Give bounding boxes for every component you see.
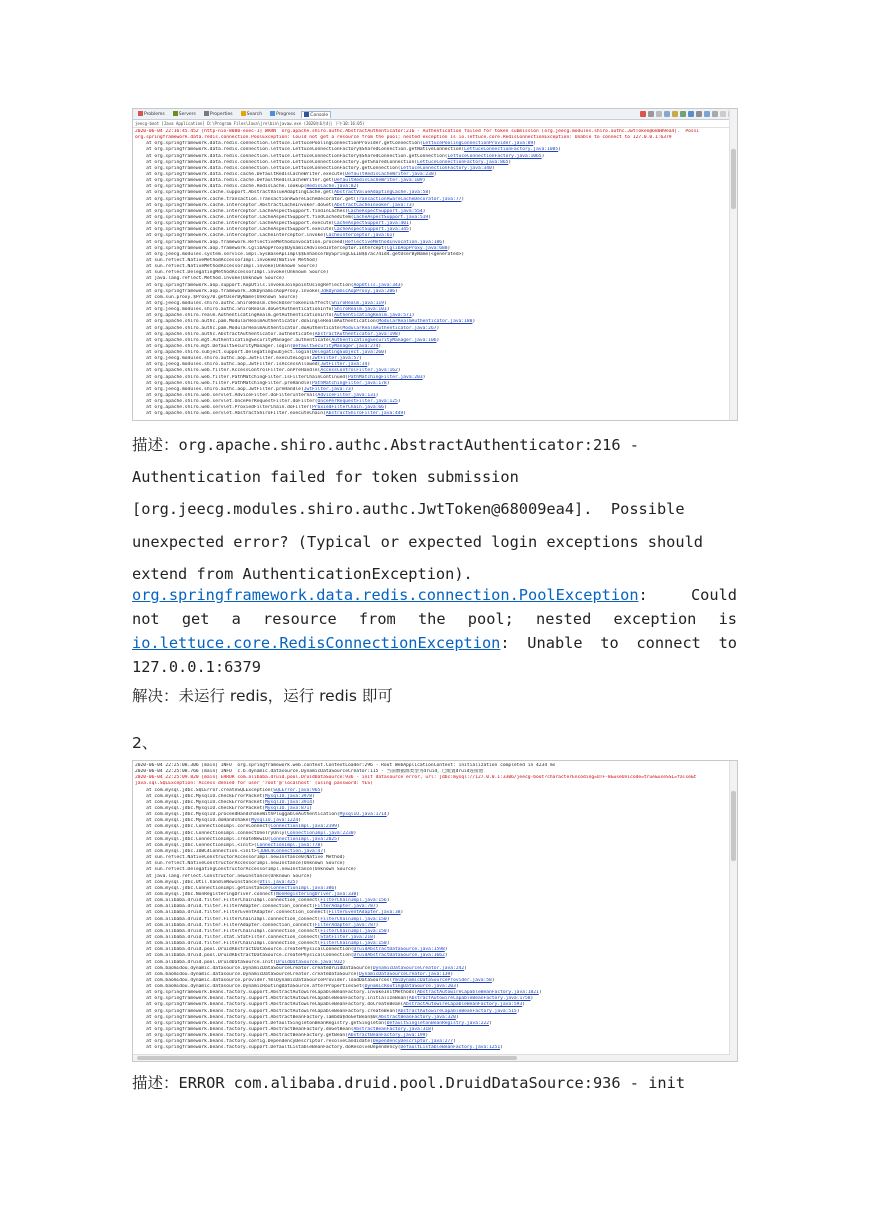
source-link[interactable]: DruidAbstractDataSource.java:1662 bbox=[353, 953, 445, 959]
source-link[interactable]: DefaultRedisCacheWriter.java:109 bbox=[334, 178, 423, 184]
console-line: at org.apache.shiro.web.filter.PathMatchingFilter.preHandle(PathMatchingFilter.java:178) bbox=[135, 380, 390, 386]
console-screenshot-druid bbox=[132, 760, 738, 1062]
console-line: at com.alibaba.druid.filter.FilterChainImpl.connection_connect(FilterChainImpl.java:156) bbox=[135, 898, 390, 904]
console-line: at org.springframework.data.redis.cache.RedisCache.lookup(RedisCache.java:82) bbox=[135, 184, 360, 190]
remove-launch-icon[interactable] bbox=[648, 111, 654, 117]
source-link[interactable]: LettuceConnectionFactory.java:1065 bbox=[447, 153, 542, 159]
clear-console-icon[interactable] bbox=[664, 111, 670, 117]
console-line: at org.springframework.data.redis.cache.DefaultRedisCacheWriter.get(DefaultRedisCacheWriter.java:109) bbox=[135, 178, 426, 184]
console-line: at com.mysql.jdbc.ConnectionImpl.<init>(ConnectionImpl.java:778) bbox=[135, 842, 324, 848]
source-link[interactable]: ConnectionImpl.java:2025 bbox=[270, 836, 337, 842]
source-link[interactable]: AbstractBeanFactory.java:318 bbox=[353, 1027, 431, 1033]
console-line: at com.mysql.jdbc.ConnectionImpl.getInstance(ConnectionImpl.java:386) bbox=[135, 885, 337, 891]
console-line: at org.apache.shiro.web.servlet.OncePerRequestFilter.doFilter(OncePerRequestFilter.java:125) bbox=[135, 399, 401, 405]
source-link[interactable]: ReflectiveMethodInvocation.java:186 bbox=[345, 239, 443, 245]
source-link[interactable]: AbstractAutowireCapableBeanFactory.java:593 bbox=[403, 1002, 523, 1008]
source-link[interactable]: AbstractValueAdaptingCache.java:58 bbox=[334, 190, 429, 196]
source-link[interactable]: LettucePoolingConnectionProvider.java:89 bbox=[422, 141, 534, 147]
console-line: at org.jeecg.modules.shiro.authc.aop.JwtFilter.executeLogin(JwtFilter.java:57) bbox=[135, 356, 362, 362]
source-link[interactable]: ConnectionImpl.java:2230 bbox=[287, 830, 354, 836]
source-link[interactable]: DefaultRedisCacheWriter.java:238 bbox=[345, 171, 434, 177]
source-link[interactable]: DefaultSecurityManager.java:274 bbox=[292, 343, 379, 349]
source-link[interactable]: PathMatchingFilter.java:203 bbox=[347, 374, 423, 380]
pin-console-icon[interactable] bbox=[688, 111, 694, 117]
description-label: 描述： bbox=[132, 1074, 179, 1092]
console-line: at org.apache.shiro.web.servlet.AdviceFilter.doFilterInternal(AdviceFilter.java:131) bbox=[135, 393, 379, 399]
description-line: [org.jeecg.modules.shiro.authc.JwtToken@68009ea4]. Possible bbox=[132, 500, 685, 519]
open-console-icon[interactable] bbox=[704, 111, 710, 117]
source-link[interactable]: LettuceConnectionFactory.java:340 bbox=[400, 165, 492, 171]
console-line: at com.baomidou.dynamic.datasource.DynamicRoutingDataSource.afterPropertiesSet(DynamicRoutingDataSource.java:203) bbox=[135, 984, 459, 990]
source-link[interactable]: AbstractBeanFactory.java:320 bbox=[378, 1014, 456, 1020]
source-link[interactable]: StatFilter.java:218 bbox=[320, 934, 373, 940]
source-link[interactable]: JDBC4Connection.java:47 bbox=[259, 848, 324, 854]
tab-search[interactable]: Search bbox=[239, 111, 264, 117]
console-toolbar bbox=[640, 111, 737, 117]
console-line: at org.springframework.beans.factory.support.AbstractAutowireCapableBeanFactory.invokeInitMethods(AbstractAutowireCapableBeanFactory.java:1821) bbox=[135, 990, 542, 996]
console-line: at org.jeecg.modules.shiro.authc.ShiroRealm.doGetAuthenticationInfo(ShiroRealm.java:101) bbox=[135, 307, 390, 313]
search-icon bbox=[241, 111, 246, 116]
console-line: at sun.reflect.NativeConstructorAccessorImpl.newInstance0(Native Method) bbox=[135, 855, 346, 861]
horizontal-scrollbar[interactable] bbox=[133, 1054, 730, 1061]
source-link[interactable]: CacheAspectSupport.java:345 bbox=[334, 227, 409, 233]
description-line: unexpected error? (Typical or expected login exceptions should bbox=[132, 532, 703, 551]
source-link[interactable]: JdkDynamicAopProxy.java:206 bbox=[320, 288, 395, 294]
source-link[interactable]: AbstractAuthenticator.java:198 bbox=[314, 331, 398, 337]
source-link[interactable]: ModularRealmAuthenticator.java:267 bbox=[342, 325, 437, 331]
source-link[interactable]: AbstractShiroFilter.java:449 bbox=[325, 411, 404, 417]
console-line: at org.springframework.cache.transaction.TransactionAwareCacheDecorator.get(TransactionAwareCacheDecorator.java:77) bbox=[135, 196, 465, 202]
console-line: at org.apache.shiro.realm.AuthenticatingRealm.getAuthenticationInfo(AuthenticatingRealm.java:571) bbox=[135, 313, 415, 319]
console-output bbox=[133, 761, 737, 1052]
console-line: at org.springframework.beans.factory.support.DefaultSingletonBeanRegistry.getSingleton(DefaultSingletonBeanRegistry.java:222) bbox=[135, 1020, 492, 1026]
console-line: at org.springframework.cache.interceptor.CacheAspectSupport.findCachedItem(CacheAspectSupport.java:519) bbox=[135, 214, 431, 220]
console-line: at org.springframework.beans.factory.support.AbstractAutowireCapableBeanFactory.initializeBean(AbstractAutowireCapableBeanFactory.java:1758) bbox=[135, 996, 534, 1002]
description-1 bbox=[132, 429, 737, 590]
source-link[interactable]: DynamicRoutingDataSource.java:203 bbox=[364, 984, 456, 990]
console-line: at org.apache.shiro.web.filter.AccessControlFilter.onPreHandle(AccessControlFilter.java:162) bbox=[135, 368, 401, 374]
console-line: at com.mysql.jdbc.MysqlIO.checkErrorPacket(MysqlIO.java:3914) bbox=[135, 799, 315, 805]
console-line: at org.springframework.beans.factory.support.AbstractAutowireCapableBeanFactory.doCreateBean(AbstractAutowireCapableBeanFactory.java:593) bbox=[135, 1002, 525, 1008]
source-link[interactable]: DefaultListableBeanFactory.java:1251 bbox=[400, 1045, 501, 1051]
console-line: at org.springframework.data.redis.cache.DefaultRedisCacheWriter.execute(DefaultRedisCacheWriter.java:238) bbox=[135, 171, 437, 177]
console-line: at org.apache.shiro.mgt.AuthenticatingSecurityManager.authenticate(AuthenticatingSecurityManager.java:106) bbox=[135, 337, 440, 343]
source-link[interactable]: MysqlIO.java:3978 bbox=[265, 793, 313, 799]
console-line: at org.springframework.data.redis.connection.lettuce.LettucePoolingConnectionProvider.getConnection(LettucePoolingConnectionProvider.java:89) bbox=[135, 141, 537, 147]
source-link[interactable]: DynamicDataSourceCreator.java:139 bbox=[359, 971, 451, 977]
source-link[interactable]: ConnectionImpl.java:386 bbox=[270, 885, 335, 891]
console-line: at com.mysql.jdbc.ConnectionImpl.createNewIO(ConnectionImpl.java:2025) bbox=[135, 836, 340, 842]
tab-servers[interactable]: Servers bbox=[171, 111, 198, 117]
console-line: at com.mysql.jdbc.SQLError.createSQLException(SQLError.java:965) bbox=[135, 787, 324, 793]
console-line: at org.springframework.aop.framework.CglibAopProxy$DynamicAdvisedInterceptor.intercept(CglibAopProxy.java:688) bbox=[135, 245, 451, 251]
section-number: 2、 bbox=[132, 734, 158, 752]
tab-progress[interactable]: Progress bbox=[268, 111, 297, 117]
source-link[interactable]: AccessControlFilter.java:162 bbox=[320, 368, 398, 374]
tab-problems[interactable]: Problems bbox=[136, 111, 167, 117]
pool-exception-link[interactable]: org.springframework.data.redis.connection.PoolException bbox=[132, 586, 639, 604]
console-line: at java.lang.reflect.Constructor.newInstance(Unknown Source) bbox=[135, 873, 313, 879]
source-link[interactable]: ModularRealmAuthenticator.java:180 bbox=[378, 319, 473, 325]
console-line: at org.springframework.aop.support.AopUtils.invokeJoinpointUsingReflection(AopUtils.java:343) bbox=[135, 282, 404, 288]
source-link[interactable]: ProxiedFilterChain.java:66 bbox=[312, 405, 384, 411]
exception-message bbox=[132, 583, 737, 679]
source-link[interactable]: YmlDynamicDataSourceProvider.java:58 bbox=[392, 977, 492, 983]
source-link[interactable]: AbstractAutowireCapableBeanFactory.java:1821 bbox=[417, 990, 539, 996]
source-link[interactable]: AbstractBeanFactory.java:199 bbox=[347, 1033, 426, 1039]
display-console-icon[interactable] bbox=[696, 111, 702, 117]
source-link[interactable]: TransactionAwareCacheDecorator.java:77 bbox=[356, 196, 462, 202]
description-text: ERROR com.alibaba.druid.pool.DruidDataSource:936 - init bbox=[178, 1074, 686, 1092]
console-line: at com.mysql.jdbc.MysqlIO.checkErrorPacket(MysqlIO.java:3978) bbox=[135, 793, 315, 799]
source-link[interactable]: SQLError.java:965 bbox=[273, 787, 321, 793]
source-link[interactable]: AuthenticatingRealm.java:571 bbox=[334, 313, 412, 319]
properties-icon bbox=[204, 111, 209, 116]
source-link[interactable]: FilterChainImpl.java:150 bbox=[320, 928, 387, 934]
console-line: at org.springframework.beans.factory.config.DependencyDescriptor.resolveCandidate(DependencyDescriptor.java:277) bbox=[135, 1039, 456, 1045]
source-link[interactable]: CacheAspectSupport.java:519 bbox=[353, 214, 429, 220]
source-link[interactable]: LettuceConnectionFactory.java:1085 bbox=[464, 147, 559, 153]
source-link[interactable]: FilterAdapter.java:787 bbox=[314, 904, 376, 910]
console-line: at org.jeecg.modules.shiro.authc.aop.JwtFilter.isAccessAllowed(JwtFilter.java:34) bbox=[135, 362, 371, 368]
console-line: at org.jeecg.modules.shiro.authc.aop.JwtFilter.preHandle(JwtFilter.java:73) bbox=[135, 386, 354, 392]
source-link[interactable]: RedisCache.java:82 bbox=[306, 184, 357, 190]
console-line: at sun.reflect.DelegatingConstructorAccessorImpl.newInstance(Unknown Source) bbox=[135, 867, 357, 873]
console-line: at com.mysql.jdbc.Util.handleNewInstance(Util.java:425) bbox=[135, 879, 299, 885]
console-line: java.sql.SQLException: Access denied for user 'root'@'localhost' (using password: YES) bbox=[135, 781, 373, 787]
console-line: at org.apache.shiro.web.servlet.ProxiedFilterChain.doFilter(ProxiedFilterChain.java:66) bbox=[135, 405, 387, 411]
remove-all-icon[interactable] bbox=[656, 111, 662, 117]
scrollbar-thumb[interactable] bbox=[731, 149, 736, 209]
source-link[interactable]: FilterChainImpl.java:156 bbox=[320, 898, 387, 904]
console-output bbox=[133, 128, 737, 418]
console-line: at org.springframework.data.redis.connection.lettuce.LettuceConnectionFactory$SharedConnection.getNativeConnection(LettuceConnectionFactory.java:1085) bbox=[135, 147, 561, 153]
console-line: at com.alibaba.druid.pool.DruidDataSource.init(DruidDataSource.java:932) bbox=[135, 959, 346, 965]
terminate-icon[interactable] bbox=[640, 111, 646, 117]
source-link[interactable]: LettuceConnectionFactory.java:865 bbox=[417, 159, 509, 165]
console-line: at org.apache.shiro.web.servlet.AbstractShiroFilter.executeChain(AbstractShiroFilter.java:449) bbox=[135, 411, 407, 417]
description-text: org.apache.shiro.authc.AbstractAuthenticator:216 - bbox=[178, 436, 639, 454]
console-line: at org.jeecg.modules.system.service.impl.SysBaseApiImpl$$EnhancerBySpringCGLIB$$7ac741d4.getUserByName(<generated>) bbox=[135, 251, 465, 257]
scrollbar-thumb[interactable] bbox=[137, 1056, 517, 1060]
console-line: at org.apache.shiro.subject.support.DelegatingSubject.login(DelegatingSubject.java:260) bbox=[135, 350, 387, 356]
console-line: at com.baomidou.dynamic.datasource.DynamicDataSourceCreator.createDruidDataSource(DynamicDataSourceCreator.java:242) bbox=[135, 965, 467, 971]
console-line: at com.mysql.jdbc.MysqlIO.checkErrorPacket(MysqlIO.java:871) bbox=[135, 805, 313, 811]
console-icon bbox=[304, 112, 309, 117]
console-line: at com.alibaba.druid.filter.FilterEventAdapter.connection_connect(FilterEventAdapter.java:38) bbox=[135, 910, 404, 916]
console-line: at org.springframework.data.redis.connection.lettuce.LettuceConnectionFactory.getConnection(LettuceConnectionFactory.java:340) bbox=[135, 165, 495, 171]
source-link[interactable]: ConnectionImpl.java:778 bbox=[256, 842, 321, 848]
console-line: at com.sun.proxy.$Proxy70.getUserByName(Unknown Source) bbox=[135, 294, 299, 300]
minimize-icon[interactable] bbox=[720, 111, 726, 117]
console-line: 2020-06-04 22:16:45.452 [http-nio-8080-exec-1] WARN org.apache.shiro.authc.AbstractAuthenticator:216 - Authentication failed for token submission [org.jeecg.modules.shiro.authc.JwtToken@68009ea4]. Possi bbox=[135, 129, 700, 134]
console-line: 2020-06-04 22:25:08.306 [main] INFO org.springframework.web.context.ContextLoader:296 - Root WebApplicationContext: initialization completed in 4234 ms bbox=[135, 763, 556, 768]
console-line: at sun.reflect.DelegatingMethodAccessorImpl.invoke(Unknown Source) bbox=[135, 270, 329, 276]
console-line: at com.alibaba.druid.filter.FilterChainImpl.connection_connect(FilterChainImpl.java:150) bbox=[135, 916, 390, 922]
console-line: at sun.reflect.NativeConstructorAccessorImpl.newInstance(Unknown Source) bbox=[135, 861, 346, 867]
scroll-lock-icon[interactable] bbox=[672, 111, 678, 117]
console-line: 2020-06-04 22:25:09.820 [main] ERROR com.alibaba.druid.pool.DruidDataSource:936 - init datasource error, url: jdbc:mysql://127.0.0.1:3306/jeecg-boot?characterEncoding=UTF-8&useUnicode=true&useSSL=false&t bbox=[135, 775, 697, 781]
launch-path: jeecg-boot [Java Application] D:\Program Files\Java\jre\bin\javaw.exe (2020年6月4日 下午10:16:05) bbox=[133, 120, 737, 128]
console-line: at com.alibaba.druid.filter.FilterAdapter.connection_connect(FilterAdapter.java:787) bbox=[135, 922, 379, 928]
description-line bbox=[132, 429, 737, 461]
source-link[interactable]: AuthenticatingSecurityManager.java:106 bbox=[331, 337, 437, 343]
source-link[interactable]: JwtFilter.java:73 bbox=[303, 386, 351, 392]
console-line: at com.mysql.jdbc.MysqlIO.doHandshake(MysqlIO.java:1224) bbox=[135, 818, 301, 824]
source-link[interactable]: CacheAspectSupport.java:401 bbox=[334, 221, 409, 227]
tab-properties[interactable]: Properties bbox=[202, 111, 235, 117]
source-link[interactable]: ConnectionImpl.java:2199 bbox=[270, 824, 337, 830]
view-menu-icon[interactable] bbox=[712, 111, 718, 117]
console-line: at com.alibaba.druid.filter.stat.StatFilter.connection_connect(StatFilter.java:218) bbox=[135, 934, 376, 940]
vertical-scrollbar[interactable] bbox=[729, 761, 737, 1061]
console-line: at org.springframework.beans.factory.support.AbstractAutowireCapableBeanFactory.createBean(AbstractAutowireCapableBeanFactory.java:515) bbox=[135, 1008, 520, 1014]
console-line: at org.springframework.data.redis.connection.lettuce.LettuceConnectionFactory$SharedConnection.getConnection(LettuceConnectionFactory.java:1065) bbox=[135, 153, 545, 159]
description-line: extend from AuthenticationException). bbox=[132, 564, 473, 583]
console-tab-bar bbox=[133, 109, 737, 120]
console-screenshot-redis bbox=[132, 108, 738, 421]
console-line: at com.baomidou.dynamic.datasource.provider.YmlDynamicDataSourceProvider.loadDataSources(YmlDynamicDataSourceProvider.java:58) bbox=[135, 977, 495, 983]
source-link[interactable]: AdviceFilter.java:131 bbox=[317, 393, 376, 399]
console-line: at com.mysql.jdbc.NonRegisteringDriver.connect(NonRegisteringDriver.java:330) bbox=[135, 891, 360, 897]
vertical-scrollbar[interactable] bbox=[729, 109, 737, 420]
console-line: at org.springframework.beans.factory.support.DefaultListableBeanFactory.doResolveDependency(DefaultListableBeanFactory.java:1251) bbox=[135, 1045, 503, 1051]
word-wrap-icon[interactable] bbox=[680, 111, 686, 117]
description-line: Authentication failed for token submission bbox=[132, 468, 519, 487]
console-line: at com.alibaba.druid.filter.FilterAdapter.connection_connect(FilterAdapter.java:787) bbox=[135, 904, 379, 910]
console-line: at org.springframework.cache.interceptor.CacheAspectSupport.execute(CacheAspectSupport.java:401) bbox=[135, 221, 412, 227]
console-line: at com.baomidou.dynamic.datasource.DynamicDataSourceCreator.createDataSource(DynamicDataSourceCreator.java:139) bbox=[135, 971, 454, 977]
exception-text-1: : Could not get a resource from the pool; nested exception is bbox=[132, 586, 737, 628]
source-link[interactable]: CacheInterceptor.java:61 bbox=[325, 233, 393, 239]
console-line: at org.springframework.aop.framework.JdkDynamicAopProxy.invoke(JdkDynamicAopProxy.java:206) bbox=[135, 288, 398, 294]
source-link[interactable]: DruidDataSource.java:932 bbox=[276, 959, 343, 965]
progress-icon bbox=[270, 111, 275, 116]
console-line: at org.apache.shiro.authc.AbstractAuthenticator.authenticate(AbstractAuthenticator.java:198) bbox=[135, 331, 401, 337]
source-link[interactable]: FilterChainImpl.java:150 bbox=[320, 916, 387, 922]
source-link[interactable]: ShiroRealm.java:101 bbox=[334, 307, 387, 313]
source-link[interactable]: DependencyDescriptor.java:277 bbox=[372, 1039, 454, 1045]
source-link[interactable]: JwtFilter.java:34 bbox=[320, 362, 368, 368]
source-link[interactable]: ShiroRealm.java:119 bbox=[331, 300, 384, 306]
source-link[interactable]: NonRegisteringDriver.java:330 bbox=[276, 891, 357, 897]
console-line: at org.springframework.cache.interceptor.CacheInterceptor.invoke(CacheInterceptor.java:61) bbox=[135, 233, 396, 239]
source-link[interactable]: JwtFilter.java:57 bbox=[312, 356, 360, 362]
source-link[interactable]: PathMatchingFilter.java:178 bbox=[312, 380, 387, 386]
source-link[interactable]: AbstractAutowireCapableBeanFactory.java:515 bbox=[397, 1008, 517, 1014]
source-link[interactable]: CglibAopProxy.java:688 bbox=[386, 245, 448, 251]
console-line: at org.springframework.beans.factory.support.AbstractBeanFactory.doGetBean(AbstractBeanFactory.java:318) bbox=[135, 1027, 434, 1033]
console-line: at java.lang.reflect.Method.invoke(Unknown Source) bbox=[135, 276, 285, 282]
tab-console[interactable]: Console bbox=[301, 111, 331, 118]
source-link[interactable]: AbstractAutowireCapableBeanFactory.java:1758 bbox=[408, 996, 531, 1002]
console-line: at org.springframework.data.redis.connection.lettuce.LettuceConnectionFactory.getSharedConnection(LettuceConnectionFactory.java:865) bbox=[135, 159, 512, 165]
source-link[interactable]: AbstractCacheInvoker.java:73 bbox=[334, 202, 412, 208]
console-line: at com.alibaba.druid.pool.DruidAbstractDataSource.createPhysicalConnection(DruidAbstractDataSource.java:1598) bbox=[135, 947, 448, 953]
console-line: at org.springframework.aop.framework.ReflectiveMethodInvocation.proceed(ReflectiveMethodInvocation.java:186) bbox=[135, 239, 445, 245]
source-link[interactable]: DynamicDataSourceCreator.java:242 bbox=[372, 965, 465, 971]
source-link[interactable]: MysqlIO.java:871 bbox=[265, 805, 310, 811]
console-line: at com.mysql.jdbc.ConnectionImpl.connectOneTryOnly(ConnectionImpl.java:2230) bbox=[135, 830, 357, 836]
source-link[interactable]: CacheAspectSupport.java:554 bbox=[347, 208, 423, 214]
console-line: at org.apache.shiro.web.filter.PathMatchingFilter.isFilterChainContinued(PathMatchingFilter.java:203) bbox=[135, 374, 426, 380]
console-line: at org.springframework.cache.support.AbstractValueAdaptingCache.get(AbstractValueAdaptingCache.java:58) bbox=[135, 190, 431, 196]
solution-text: 解决：未运行 redis，运行 redis 即可 bbox=[132, 687, 393, 705]
console-line: at org.springframework.cache.interceptor.CacheAspectSupport.findInCaches(CacheAspectSupport.java:554) bbox=[135, 208, 426, 214]
console-line: at com.mysql.jdbc.ConnectionImpl.coreConnect(ConnectionImpl.java:2199) bbox=[135, 824, 340, 830]
console-line: at org.jeecg.modules.shiro.authc.ShiroRealm.checkUserTokenIsEffect(ShiroRealm.java:119) bbox=[135, 300, 387, 306]
console-line: at org.apache.shiro.authc.pam.ModularRealmAuthenticator.doSingleRealmAuthentication(ModularRealmAuthenticator.java:180) bbox=[135, 319, 476, 325]
console-line: at sun.reflect.NativeMethodAccessorImpl.invoke0(Native Method) bbox=[135, 257, 318, 263]
servers-icon bbox=[173, 111, 178, 116]
console-line: at org.springframework.beans.factory.support.AbstractBeanFactory.getBean(AbstractBeanFactory.java:199) bbox=[135, 1033, 429, 1039]
source-link[interactable]: AopUtils.java:343 bbox=[353, 282, 401, 288]
source-link[interactable]: FilterAdapter.java:787 bbox=[314, 922, 376, 928]
console-line: at org.springframework.beans.factory.support.AbstractBeanFactory.lambda$doGetBean$0(AbstractBeanFactory.java:320) bbox=[135, 1014, 459, 1020]
source-link[interactable]: FilterEventAdapter.java:38 bbox=[328, 910, 401, 916]
console-line: at com.alibaba.druid.pool.DruidAbstractDataSource.createPhysicalConnection(DruidAbstractDataSource.java:1662) bbox=[135, 953, 448, 959]
source-link[interactable]: MysqlIO.java:1714 bbox=[339, 812, 387, 818]
description-label: 描述： bbox=[132, 436, 179, 454]
console-line: at sun.reflect.NativeMethodAccessorImpl.invoke(Unknown Source) bbox=[135, 264, 318, 270]
console-line: at org.springframework.cache.interceptor.CacheAspectSupport.execute(CacheAspectSupport.java:345) bbox=[135, 227, 412, 233]
source-link[interactable]: FilterChainImpl.java:150 bbox=[320, 941, 387, 947]
console-line: at com.mysql.jdbc.JDBC4Connection.<init>(JDBC4Connection.java:47) bbox=[135, 848, 326, 854]
console-line: at com.alibaba.druid.filter.FilterChainImpl.connection_connect(FilterChainImpl.java:150) bbox=[135, 941, 390, 947]
description-2 bbox=[132, 1071, 737, 1095]
source-link[interactable]: Util.java:425 bbox=[259, 879, 296, 885]
console-line: at org.apache.shiro.authc.pam.ModularRealmAuthenticator.doAuthenticate(ModularRealmAuthenticator.java:267) bbox=[135, 325, 440, 331]
console-line: org.springframework.data.redis.connection.PoolException: Could not get a resource from the pool; nested exception is io.lettuce.core.RedisConnectionException: Unable to connect to 127.0.0.1:6379 bbox=[135, 135, 672, 141]
console-line: at org.apache.shiro.mgt.DefaultSecurityManager.login(DefaultSecurityManager.java:274) bbox=[135, 343, 382, 349]
console-line: at com.mysql.jdbc.MysqlIO.proceedHandshakeWithPluggableAuthentication(MysqlIO.java:1714) bbox=[135, 812, 390, 818]
redis-connection-exception-link[interactable]: io.lettuce.core.RedisConnectionException bbox=[132, 634, 501, 652]
console-line: at com.alibaba.druid.filter.FilterChainImpl.connection_connect(FilterChainImpl.java:150) bbox=[135, 928, 390, 934]
source-link[interactable]: OncePerRequestFilter.java:125 bbox=[317, 399, 398, 405]
source-link[interactable]: DruidAbstractDataSource.java:1598 bbox=[353, 947, 445, 953]
exception-text-2: : Unable to connect to 127.0.0.1:6379 bbox=[132, 634, 737, 676]
source-link[interactable]: MysqlIO.java:1224 bbox=[251, 818, 299, 824]
problems-icon bbox=[138, 111, 143, 116]
console-line: at org.springframework.cache.interceptor.AbstractCacheInvoker.doGet(AbstractCacheInvoker.java:73) bbox=[135, 202, 415, 208]
source-link[interactable]: DelegatingSubject.java:260 bbox=[312, 350, 384, 356]
scrollbar-thumb[interactable] bbox=[731, 791, 736, 861]
source-link[interactable]: DefaultSingletonBeanRegistry.java:222 bbox=[386, 1020, 490, 1026]
source-link[interactable]: MysqlIO.java:3914 bbox=[265, 799, 313, 805]
console-line: 2020-06-04 22:25:08.766 [main] INFO c.b.dynamic.datasource.DynamicDataSourceCreator:115 - 当前数据源类型为druid，已配置druid连接池 bbox=[135, 769, 484, 775]
